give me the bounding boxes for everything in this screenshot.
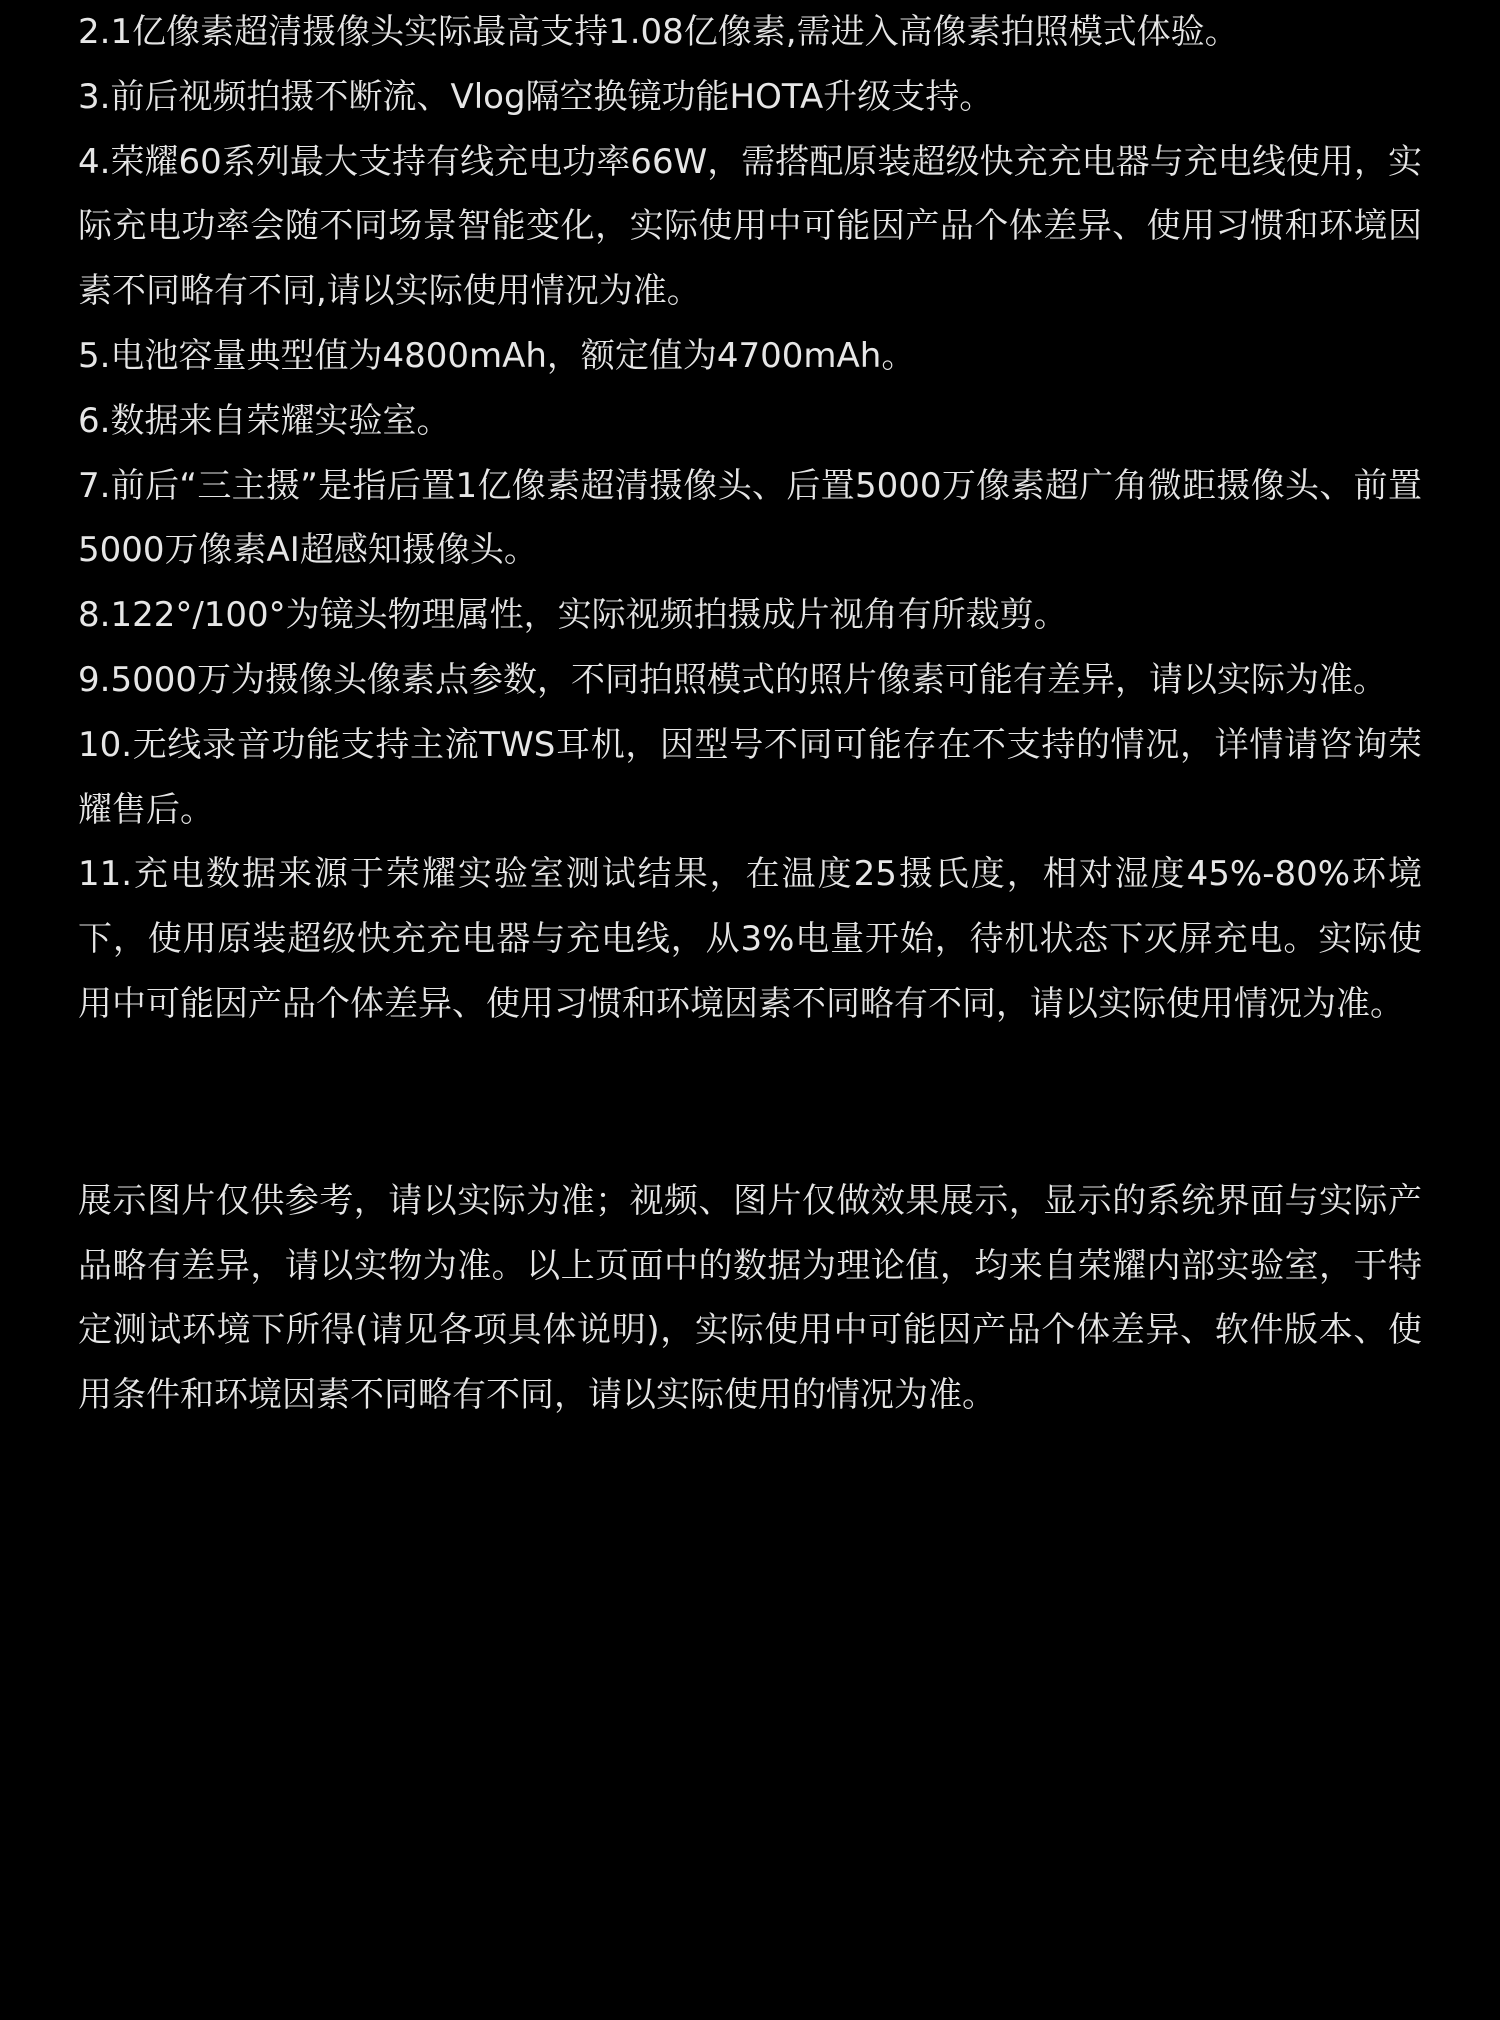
footnote-item-3: 3.前后视频拍摄不断流、Vlog隔空换镜功能HOTA升级支持。 (78, 76, 994, 117)
footnote-item-6: 6.数据来自荣耀实验室。 (78, 400, 451, 441)
footnote-item-9: 9.5000万为摄像头像素点参数，不同拍照模式的照片像素可能有差异，请以实际为准。 (78, 659, 1387, 700)
footnote-item-5: 5.电池容量典型值为4800mAh，额定值为4700mAh。 (78, 335, 916, 376)
footnote-item-11: 11.充电数据来源于荣耀实验室测试结果，在温度25摄氏度，相对湿度45%-80%环境下，使用原装超级快充充电器与充电线，从3%电量开始，待机状态下灭屏充电。实际使用中可能因产品个体差异、使用习惯和环境因素不同略有不同，请以实际使用情况为准。 (78, 854, 1422, 1024)
footnote-item-8: 8.122°/100°为镜头物理属性，实际视频拍摄成片视角有所裁剪。 (78, 595, 1068, 636)
disclaimer-paragraph: 展示图片仅供参考，请以实际为准；视频、图片仅做效果展示，显示的系统界面与实际产品略有差异，请以实物为准。以上页面中的数据为理论值，均来自荣耀内部实验室，于特定测试环境下所得(请见各项具体说明)，实际使用中可能因产品个体差异、软件版本、使用条件和环境因素不同略有不同，请以实际使用的情况为准。 (78, 1180, 1422, 1416)
footnote-list (78, 0, 1422, 1037)
footnote-item-10: 10.无线录音功能支持主流TWS耳机，因型号不同可能存在不支持的情况，详情请咨询荣耀售后。 (78, 724, 1422, 830)
footnote-item-7: 7.前后“三主摄”是指后置1亿像素超清摄像头、后置5000万像素超广角微距摄像头、前置5000万像素AI超感知摄像头。 (78, 465, 1422, 571)
footnotes-page (78, 0, 1422, 1462)
footnote-item-4: 4.荣耀60系列最大支持有线充电功率66W，需搭配原装超级快充充电器与充电线使用，实际充电功率会随不同场景智能变化，实际使用中可能因产品个体差异、使用习惯和环境因素不同略有不同,请以实际使用情况为准。 (78, 141, 1422, 312)
footnote-item-2: 2.1亿像素超清摄像头实际最高支持1.08亿像素,需进入高像素拍照模式体验。 (78, 12, 1239, 52)
